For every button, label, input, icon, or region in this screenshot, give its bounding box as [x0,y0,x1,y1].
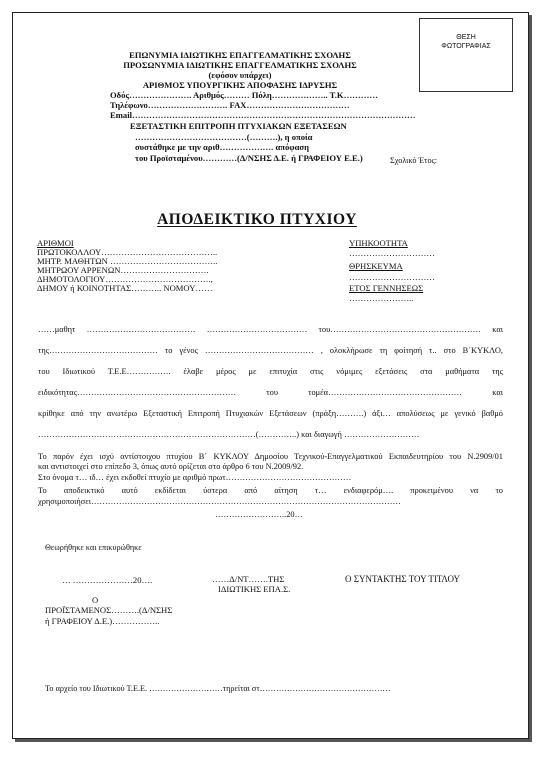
body-line-6: ……………………………………………………………………(…………..) και διαγωγή ……………………… [38,430,420,439]
validity-line-5: χρησιμοποιήσει………………………………………………………………………………………………… [38,497,401,506]
student-register-field: ΜΗΤΡ. ΜΑΘΗΤΩΝ ……………………………….. [37,256,218,266]
private-school-line: ΙΔΙΩΤΙΚΗΣ ΕΠΑ.Σ. [218,584,291,594]
body-line-3: του Ιδιωτικού Τ.Ε.Ε……………. έλαβε μέρος με επιτυχία στις νόμιμες εξετάσεις στα μαθήματα της [38,367,503,376]
exam-committee-title: ΕΞΕΤΑΣΤΙΚΗ ΕΠΙΤΡΟΠΗ ΠΤΥΧΙΑΚΩΝ ΕΞΕΤΑΣΕΩΝ [130,121,347,131]
municipality-field: ΔΗΜΟΥ ή ΚΟΙΝΟΤΗΤΑΣ……….. ΝΟΜΟΥ…… [37,283,213,293]
author-label: Ο ΣΥΝΤΑΚΤΗΣ ΤΟΥ ΤΙΤΛΟΥ [345,574,461,584]
email-line: Email……………………………………………………………………………………… [110,110,416,120]
body-line-5: κρίθηκε από την ανωτέρω Εξεταστική Επιτροπή Πτυχιακών Εξετάσεων (πράξη……….) άξι… απολύσεως με γενικό βαθμό [38,409,503,418]
if-exists-note: (εφόσον υπάρχει) [208,70,272,80]
address-line: Οδός…………………. Αριθμός……… Πόλη……………….. Τ.Κ………… [110,90,378,100]
school-name-line: ΕΠΩΝΥΜΙΑ ΙΔΙΩΤΙΚΗΣ ΕΠΑΓΓΕΛΜΑΤΙΚΗΣ ΣΧΟΛΗΣ [129,50,351,60]
validity-line-1: Το παρόν έχει ισχύ αντίστοιχου πτυχίου Β΄ ΚΥΚΛΟΥ Δημοσίου Τεχνικού-Επαγγελματικού Εκπαιδευτηρίου του Ν.2909/01 [38,452,503,461]
birth-year-dots: ………………….. [349,293,414,303]
photo-placeholder-label: ΘΕΣΗ ΦΩΤΟΓΡΑΦΙΑΣ [441,34,491,50]
distinct-school-name-line: ΠΡΟΣΩΝΥΜΙΑ ΙΔΙΩΤΙΚΗΣ ΕΠΑΓΓΕΛΜΑΤΙΚΗΣ ΣΧΟΛΗΣ [123,60,357,70]
school-year-label: Σχολικό Έτος: [390,156,438,165]
certified-label: Θεωρήθηκε και επικυρώθηκε [45,543,142,552]
office-line: ή ΓΡΑΦΕΙΟΥ Δ.Ε.)…………….. [45,616,160,626]
head-of-directorate: ΠΡΟΪΣΤΑΜΕΝΟΣ……….(Δ/ΝΣΗΣ [45,605,173,615]
photo-placeholder-box [419,18,513,92]
date-line: ……………………..20… [215,510,303,519]
certified-date-line: … …………………20…. [62,575,153,585]
founding-decision-line: ΑΡΙΘΜΟΣ ΥΠΟΥΡΓΙΚΗΣ ΑΠΟΦΑΣΗΣ ΙΔΡΥΣΗΣ [142,80,338,90]
body-line-2: της………………………………… το γένος ………………………………… , ολοκλήρωσε τη φοίτησή τ.. στο Β΄ΚΥΚΛΟ, [38,346,503,355]
citizenship-heading: ΥΠΗΚΟΟΤΗΤΑ [349,238,408,248]
phone-fax-line: Τηλέφωνο………………………. FAX……………………………… [110,100,350,110]
body-line-1: ……μαθητ ………………………………… ……………………………… του……………………………………………… και [38,325,503,334]
head-of-directorate-line: του Προϊσταμένου…………(Δ/ΝΣΗΣ Δ.Ε. ή ΓΡΑΦΕΙΟΥ Ε.Ε.) [135,153,363,163]
protocol-number-field: ΠΡΩΤΟΚΟΛΛΟΥ………………………………….. [37,247,218,257]
citizenship-dots: ………………………… [349,248,435,258]
directorate-line: ……Δ/ΝΤ…….ΤΗΣ [212,574,285,584]
archive-line: Το αρχείο του Ιδιωτικού Τ.Ε.Ε. ………………………τηρείται στ………………………………………… [45,684,391,693]
body-line-4: ειδικότητας………………………………………………… του τομέα………………………………………… και [38,388,503,397]
head-article: Ο [92,595,99,605]
constituted-line: συστάθηκε με την αριθ………………. απόφαση [135,142,309,152]
numbers-heading: ΑΡΙΘΜΟΙ [37,238,74,248]
validity-line-3: Στο όνομα τ… ιδ… έχει εκδοθεί πτυχίο με αριθμό πρωτ……………………………………… [38,473,352,482]
document-title: ΑΠΟΔΕΙΚΤΙΚΟ ΠΤΥΧΙΟΥ [157,211,357,228]
municipal-register-field: ΔΗΜΟΤΟΛΟΓΙΟΥ………………………………., [37,274,213,284]
validity-line-4: Το αποδεικτικό αυτό εκδίδεται ύστερα από αίτηση τ… ενδιαφερόμ…. προκειμένου να το [38,486,503,495]
religion-dots: ………………………… [349,272,435,282]
male-register-field: ΜΗΤΡΩΟΥ ΑΡΡΕΝΩΝ…………………………. [37,265,209,275]
validity-line-2: και αντιστοιχεί στο επίπεδο 3, όπως αυτό ορίζεται στο άρθρο 6 του Ν.2009/92. [38,462,304,471]
committee-decision-line: …………………………………(……….), η οποία [135,132,313,142]
birth-year-heading: ΕΤΟΣ ΓΕΝΝΗΣΕΩΣ [349,283,424,293]
religion-heading: ΘΡΗΣΚΕΥΜΑ [349,261,403,271]
